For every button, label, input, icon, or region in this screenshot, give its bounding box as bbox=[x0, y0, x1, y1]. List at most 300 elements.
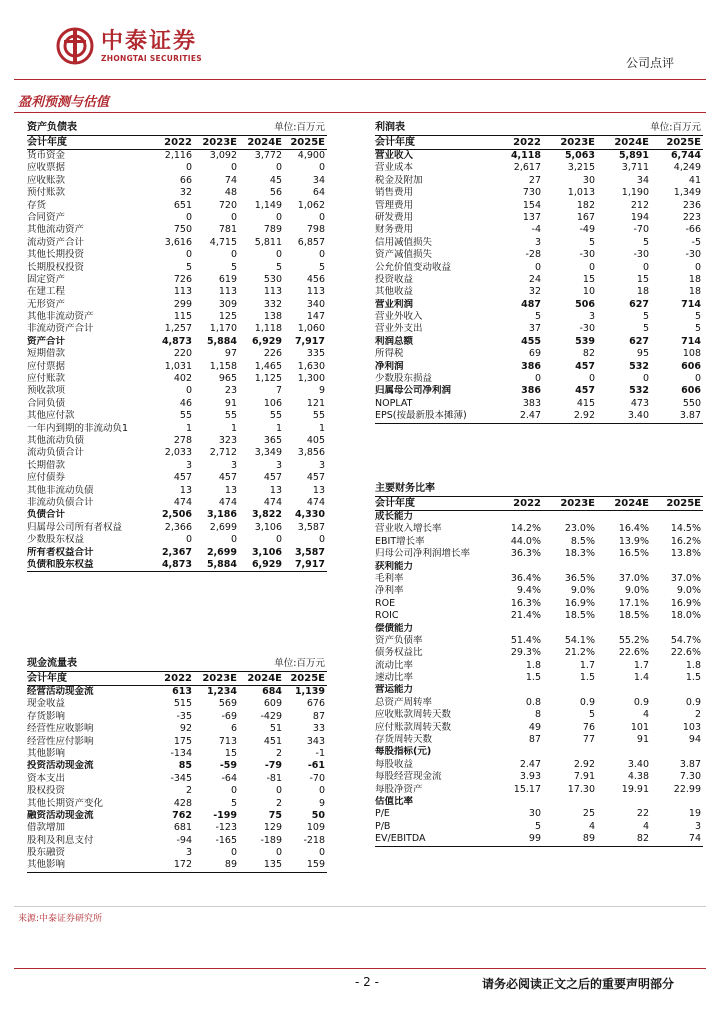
cell-value: 1,300 bbox=[297, 373, 325, 385]
row-label: 偿债能力 bbox=[375, 622, 414, 634]
cell-value: 2,033 bbox=[164, 447, 192, 459]
row-label: 净利率 bbox=[375, 585, 404, 597]
cell-value: 0 bbox=[275, 785, 282, 797]
row-label: 营业外支出 bbox=[375, 323, 423, 335]
cell-value: 457 bbox=[306, 472, 325, 484]
cell-value: 1,062 bbox=[297, 199, 325, 211]
cell-value: 0 bbox=[230, 211, 237, 223]
table-row bbox=[27, 686, 327, 698]
cell-value: -5 bbox=[691, 236, 701, 248]
cell-value: 0 bbox=[275, 162, 282, 174]
cell-value: 1,118 bbox=[254, 323, 282, 335]
cell-value: 1 bbox=[185, 422, 192, 434]
row-label: 其他影响 bbox=[27, 747, 66, 759]
cell-value: 16.3% bbox=[510, 597, 541, 609]
source-divider bbox=[14, 906, 706, 907]
column-header-year: 2025E bbox=[290, 673, 325, 684]
cell-value: 1.8 bbox=[525, 659, 541, 671]
row-label: 合同资产 bbox=[27, 211, 66, 223]
row-label: 资产合计 bbox=[27, 335, 66, 347]
row-label: 现金收益 bbox=[27, 698, 66, 710]
column-header-label: 会计年度 bbox=[375, 137, 415, 148]
cell-value bbox=[541, 511, 595, 523]
cell-value: 0.9 bbox=[579, 696, 595, 708]
cell-value: 121 bbox=[306, 397, 325, 409]
cell-value: 1.4 bbox=[633, 672, 649, 684]
cell-value: 0.9 bbox=[685, 696, 701, 708]
cell-value: 4 bbox=[588, 820, 595, 832]
table-row bbox=[375, 548, 703, 560]
row-label: 其他非流动资产 bbox=[27, 311, 94, 323]
row-label: 一年内到期的非流动负1 bbox=[27, 422, 129, 434]
cell-value: 9.0% bbox=[676, 585, 701, 597]
row-label: 应付账款周转天数 bbox=[375, 721, 452, 733]
table-row bbox=[27, 435, 327, 447]
table-row bbox=[375, 212, 703, 224]
cell-value: 2,699 bbox=[209, 521, 237, 533]
cell-value: 223 bbox=[682, 211, 701, 223]
cell-value: 383 bbox=[522, 397, 541, 409]
cell-value: 87 bbox=[312, 710, 325, 722]
cell-value bbox=[487, 623, 541, 635]
cell-value: 4.38 bbox=[627, 771, 649, 783]
cell-value bbox=[649, 511, 701, 523]
table-title: 主要财务比率 bbox=[375, 483, 435, 494]
cell-value: 3,856 bbox=[297, 447, 325, 459]
row-label: 信用减值损失 bbox=[375, 236, 433, 248]
row-label: 营运能力 bbox=[375, 684, 414, 696]
cell-value: 3 bbox=[185, 847, 192, 859]
table-row bbox=[27, 249, 327, 261]
cell-value: 1.5 bbox=[525, 672, 541, 684]
cell-value: 1.7 bbox=[579, 659, 595, 671]
cell-value: 714 bbox=[681, 298, 701, 310]
cell-value: -81 bbox=[266, 772, 282, 784]
cell-value: 18 bbox=[636, 286, 649, 298]
cell-value: -30 bbox=[633, 249, 649, 261]
cell-value: 5 bbox=[588, 236, 595, 248]
cell-value: 5 bbox=[694, 323, 701, 335]
cell-value: 32 bbox=[528, 286, 541, 298]
cell-value: -49 bbox=[579, 224, 595, 236]
cell-value: 3.40 bbox=[627, 410, 649, 422]
column-header-year: 2022 bbox=[164, 137, 192, 148]
cell-value: 5,891 bbox=[618, 150, 649, 161]
table-row bbox=[375, 249, 703, 261]
cell-value bbox=[595, 684, 649, 696]
cell-value: 3 bbox=[588, 311, 595, 323]
cell-value: 41 bbox=[688, 174, 701, 186]
cell-value: 457 bbox=[173, 472, 192, 484]
row-label: 流动负债合计 bbox=[27, 447, 85, 459]
table-row bbox=[27, 698, 327, 710]
row-label: 速动比率 bbox=[375, 672, 414, 684]
column-header-year: 2025E bbox=[666, 498, 701, 509]
table-row bbox=[27, 410, 327, 422]
cell-value: 32 bbox=[179, 187, 192, 199]
cell-value: 5 bbox=[588, 709, 595, 721]
table-row bbox=[375, 598, 703, 610]
table-row bbox=[27, 711, 327, 723]
cell-value: 24 bbox=[528, 273, 541, 285]
cell-value bbox=[487, 511, 541, 523]
row-label: 获利能力 bbox=[375, 560, 414, 572]
row-label: 其他收益 bbox=[375, 286, 414, 298]
cell-value: 0 bbox=[534, 261, 541, 273]
table-row bbox=[375, 311, 703, 323]
cell-value: 0 bbox=[185, 534, 192, 546]
table-row bbox=[375, 697, 703, 709]
table-row bbox=[27, 859, 327, 871]
row-label: 应付票据 bbox=[27, 360, 66, 372]
cell-value: 6,929 bbox=[251, 558, 282, 570]
table-row bbox=[27, 187, 327, 199]
table-row bbox=[27, 200, 327, 212]
row-label: 其他非流动负债 bbox=[27, 484, 94, 496]
cell-value: 2,367 bbox=[161, 546, 192, 558]
cell-value: 15.17 bbox=[513, 783, 541, 795]
cell-value: 0 bbox=[694, 261, 701, 273]
table-row bbox=[375, 348, 703, 360]
cell-value: 51 bbox=[269, 723, 282, 735]
cell-value: 3 bbox=[275, 459, 282, 471]
row-label: 资本支出 bbox=[27, 772, 66, 784]
cell-value: 1,630 bbox=[297, 360, 325, 372]
table-row bbox=[375, 561, 703, 573]
cell-value: 226 bbox=[263, 348, 282, 360]
cell-value: 627 bbox=[629, 335, 649, 347]
row-label: 每股经营现金流 bbox=[375, 771, 442, 783]
cell-value: 3,587 bbox=[294, 546, 325, 558]
cell-value: 730 bbox=[522, 187, 541, 199]
cell-value: 50 bbox=[311, 809, 325, 821]
row-label: 股东融资 bbox=[27, 847, 66, 859]
column-header-year: 2024E bbox=[247, 673, 282, 684]
cell-value: 3.87 bbox=[679, 410, 701, 422]
cell-value: 76 bbox=[582, 721, 595, 733]
cell-value: 13.9% bbox=[618, 535, 649, 547]
column-header-year: 2022 bbox=[164, 673, 192, 684]
cell-value: 64 bbox=[312, 187, 325, 199]
cell-value: 550 bbox=[682, 397, 701, 409]
cell-value: 457 bbox=[263, 472, 282, 484]
cell-value: -345 bbox=[170, 772, 192, 784]
table-row bbox=[27, 224, 327, 236]
section-divider bbox=[14, 112, 706, 113]
cell-value bbox=[649, 746, 701, 758]
row-label: EBIT增长率 bbox=[375, 535, 425, 547]
row-label: 应付债券 bbox=[27, 472, 66, 484]
cell-value: 0 bbox=[642, 373, 649, 385]
cell-value: 451 bbox=[263, 735, 282, 747]
table-row bbox=[375, 585, 703, 597]
cell-value: 2,712 bbox=[209, 447, 237, 459]
cell-value: 56 bbox=[269, 187, 282, 199]
cell-value: 55.2% bbox=[618, 634, 649, 646]
cell-value: 335 bbox=[306, 348, 325, 360]
cell-value: 15 bbox=[224, 747, 237, 759]
row-label: 其他应付款 bbox=[27, 410, 75, 422]
cell-value: 0 bbox=[185, 211, 192, 223]
financial-ratios-table bbox=[375, 482, 703, 847]
cell-value: 1,125 bbox=[254, 373, 282, 385]
table-row bbox=[27, 822, 327, 834]
header-divider bbox=[14, 79, 706, 80]
cell-value: 428 bbox=[173, 797, 192, 809]
row-label: 归属母公司净利润 bbox=[375, 385, 452, 397]
cell-value: 278 bbox=[173, 434, 192, 446]
cell-value: 1,060 bbox=[297, 323, 325, 335]
row-label: 固定资产 bbox=[27, 273, 66, 285]
cell-value: 16.9% bbox=[564, 597, 595, 609]
cell-value: 55 bbox=[312, 410, 325, 422]
row-label: 资产负债率 bbox=[375, 634, 423, 646]
table-row bbox=[375, 410, 703, 422]
cell-value: 365 bbox=[263, 434, 282, 446]
cell-value: 750 bbox=[173, 224, 192, 236]
cell-value: 343 bbox=[306, 735, 325, 747]
row-label: 应付账款 bbox=[27, 373, 66, 385]
cell-value bbox=[649, 684, 701, 696]
cell-value: 85 bbox=[178, 760, 192, 772]
table-row bbox=[375, 262, 703, 274]
cell-value: 386 bbox=[521, 360, 541, 372]
cell-value: 0 bbox=[230, 162, 237, 174]
row-label: 借款增加 bbox=[27, 822, 66, 834]
cell-value: 13 bbox=[312, 484, 325, 496]
table-row bbox=[375, 224, 703, 236]
cell-value: 154 bbox=[522, 199, 541, 211]
cell-value: 299 bbox=[173, 298, 192, 310]
cell-value: -79 bbox=[264, 760, 282, 772]
cell-value: 1,013 bbox=[567, 187, 595, 199]
table-row bbox=[375, 385, 703, 397]
cell-value: 14.2% bbox=[510, 523, 541, 535]
cell-value: 1,257 bbox=[164, 323, 192, 335]
cell-value: 473 bbox=[630, 397, 649, 409]
cell-value: 2,116 bbox=[164, 150, 192, 161]
cell-value: 627 bbox=[629, 298, 649, 310]
cell-value: -30 bbox=[685, 249, 701, 261]
company-name-cn: 中泰证券 bbox=[101, 28, 198, 54]
cell-value: -1 bbox=[315, 747, 325, 759]
cell-value: 1,190 bbox=[621, 187, 649, 199]
table-row bbox=[375, 162, 703, 174]
row-label: 其他影响 bbox=[27, 859, 66, 871]
cell-value: -165 bbox=[215, 834, 237, 846]
cell-value: 4,330 bbox=[294, 509, 325, 521]
cell-value: 684 bbox=[262, 686, 282, 697]
cell-value: -69 bbox=[221, 710, 237, 722]
table-row bbox=[375, 684, 703, 696]
table-row bbox=[375, 200, 703, 212]
cell-value: 3,106 bbox=[251, 546, 282, 558]
cell-value: 2,366 bbox=[164, 521, 192, 533]
cell-value bbox=[595, 511, 649, 523]
table-row bbox=[375, 796, 703, 808]
cell-value: 3,822 bbox=[251, 509, 282, 521]
cell-value: 22 bbox=[636, 808, 649, 820]
table-row bbox=[27, 262, 327, 274]
cell-value: 34 bbox=[636, 174, 649, 186]
cell-value: 91 bbox=[224, 397, 237, 409]
cell-value bbox=[649, 561, 701, 573]
cell-value: 1,149 bbox=[254, 199, 282, 211]
cell-value: 82 bbox=[582, 348, 595, 360]
cell-value: 27 bbox=[528, 174, 541, 186]
table-row bbox=[375, 150, 703, 162]
cell-value: 10 bbox=[582, 286, 595, 298]
table-row bbox=[27, 835, 327, 847]
cell-value: 5 bbox=[534, 820, 541, 832]
cell-value: 51.4% bbox=[510, 634, 541, 646]
cell-value: 720 bbox=[218, 199, 237, 211]
row-label: 销售费用 bbox=[375, 187, 414, 199]
cell-value: 99 bbox=[528, 833, 541, 845]
cell-value bbox=[595, 796, 649, 808]
cell-value: 781 bbox=[218, 224, 237, 236]
cell-value: 18.5% bbox=[564, 610, 595, 622]
cell-value: 0 bbox=[275, 211, 282, 223]
cell-value: 17.30 bbox=[567, 783, 595, 795]
table-row bbox=[27, 299, 327, 311]
table-row bbox=[375, 759, 703, 771]
table-row bbox=[375, 323, 703, 335]
row-label: 经营性应收影响 bbox=[27, 723, 94, 735]
table-row bbox=[375, 722, 703, 734]
cell-value: -59 bbox=[219, 760, 237, 772]
table-title: 现金流量表 bbox=[27, 658, 77, 669]
cell-value: 74 bbox=[688, 833, 701, 845]
cell-value: 3,186 bbox=[206, 509, 237, 521]
row-label: 每股净资产 bbox=[375, 783, 423, 795]
cell-value: 2 bbox=[275, 747, 282, 759]
cell-value: 113 bbox=[173, 286, 192, 298]
cell-value: 4,118 bbox=[510, 150, 541, 161]
column-header-label: 会计年度 bbox=[27, 673, 67, 684]
row-label: P/B bbox=[375, 820, 391, 832]
cell-value: 115 bbox=[173, 311, 192, 323]
cell-value: 613 bbox=[172, 686, 192, 697]
row-label: 股权投资 bbox=[27, 785, 66, 797]
cell-value: 172 bbox=[173, 859, 192, 871]
table-unit: 单位:百万元 bbox=[274, 658, 325, 669]
cell-value: -123 bbox=[215, 822, 237, 834]
cell-value: 18 bbox=[688, 286, 701, 298]
cell-value: 9.0% bbox=[624, 585, 649, 597]
row-label: 其他流动负债 bbox=[27, 434, 85, 446]
row-label: 少数股东损益 bbox=[375, 373, 433, 385]
cell-value: 25 bbox=[582, 808, 595, 820]
cell-value: 2 bbox=[694, 709, 701, 721]
cell-value: 5 bbox=[185, 261, 192, 273]
cell-value: 194 bbox=[630, 211, 649, 223]
cell-value: 7.91 bbox=[573, 771, 595, 783]
row-label: 营业收入 bbox=[375, 150, 414, 161]
cell-value: 0.8 bbox=[525, 696, 541, 708]
table-row bbox=[27, 373, 327, 385]
cell-value: 1.7 bbox=[633, 659, 649, 671]
cell-value: 539 bbox=[575, 335, 595, 347]
cell-value: 18.3% bbox=[564, 548, 595, 560]
cell-value: 651 bbox=[173, 199, 192, 211]
row-label: 合同负债 bbox=[27, 397, 66, 409]
cell-value: 1,139 bbox=[294, 686, 325, 697]
cell-value bbox=[595, 746, 649, 758]
cell-value: -66 bbox=[685, 224, 701, 236]
cell-value: 3,215 bbox=[567, 162, 595, 174]
cell-value: 474 bbox=[263, 496, 282, 508]
cell-value: 103 bbox=[682, 721, 701, 733]
cell-value: 569 bbox=[218, 698, 237, 710]
column-header-row bbox=[375, 136, 703, 149]
cell-value: 74 bbox=[224, 174, 237, 186]
cell-value: 1.8 bbox=[685, 659, 701, 671]
cell-value: 37.0% bbox=[618, 572, 649, 584]
table-row bbox=[27, 323, 327, 335]
cell-value: 3,616 bbox=[164, 236, 192, 248]
table-row bbox=[375, 274, 703, 286]
cell-value: 532 bbox=[629, 385, 649, 397]
row-label: 流动资产合计 bbox=[27, 236, 85, 248]
cell-value: 474 bbox=[218, 496, 237, 508]
cell-value: 1.5 bbox=[685, 672, 701, 684]
cell-value: 530 bbox=[263, 273, 282, 285]
cell-value: 13.8% bbox=[670, 548, 701, 560]
table-row bbox=[27, 212, 327, 224]
cell-value: 108 bbox=[682, 348, 701, 360]
cell-value: 167 bbox=[576, 211, 595, 223]
cell-value: 48 bbox=[224, 187, 237, 199]
cell-value: -199 bbox=[213, 809, 237, 821]
cell-value: 18 bbox=[688, 273, 701, 285]
cell-value: 457 bbox=[575, 360, 595, 372]
cell-value: 3,587 bbox=[297, 521, 325, 533]
cell-value: 92 bbox=[179, 723, 192, 735]
cell-value bbox=[487, 684, 541, 696]
row-label: 所得税 bbox=[375, 348, 404, 360]
cell-value bbox=[541, 796, 595, 808]
table-row bbox=[27, 509, 327, 521]
table-row bbox=[27, 847, 327, 859]
row-label: 总资产周转率 bbox=[375, 696, 433, 708]
cell-value: 14.5% bbox=[670, 523, 701, 535]
cell-value: 2.47 bbox=[519, 410, 541, 422]
row-label: 存货影响 bbox=[27, 710, 66, 722]
table-row bbox=[375, 771, 703, 783]
income-statement-table bbox=[375, 121, 703, 424]
table-row bbox=[27, 736, 327, 748]
cash-flow-table bbox=[27, 657, 327, 873]
disclaimer: 请务必阅读正文之后的重要声明部分 bbox=[481, 977, 674, 991]
cell-value: 17.1% bbox=[618, 597, 649, 609]
table-row bbox=[375, 821, 703, 833]
cell-value: 30 bbox=[528, 808, 541, 820]
cell-value: 3,711 bbox=[621, 162, 649, 174]
cell-value: 7.30 bbox=[679, 771, 701, 783]
cell-value: 1,234 bbox=[206, 686, 237, 697]
cell-value: 0 bbox=[185, 249, 192, 261]
cell-value: 7,917 bbox=[294, 335, 325, 347]
table-row bbox=[27, 798, 327, 810]
row-label: 应收账款 bbox=[27, 174, 66, 186]
table-row bbox=[375, 286, 703, 298]
column-header-year: 2023E bbox=[560, 137, 595, 148]
table-row bbox=[27, 150, 327, 162]
table-row bbox=[375, 672, 703, 684]
cell-value: 0 bbox=[694, 373, 701, 385]
cell-value: 55 bbox=[269, 410, 282, 422]
